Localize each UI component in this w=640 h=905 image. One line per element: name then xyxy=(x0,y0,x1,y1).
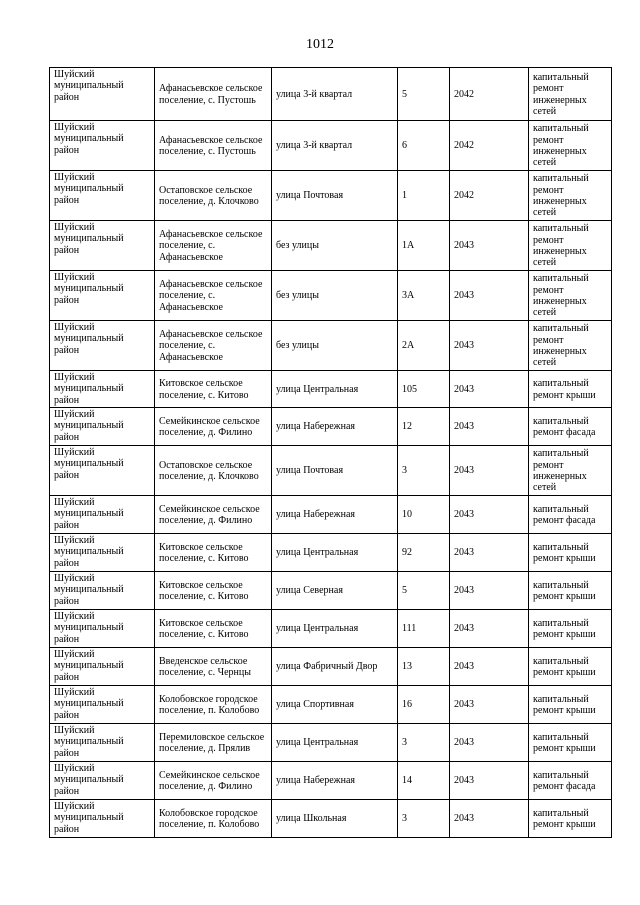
street-cell: без улицы xyxy=(272,321,398,371)
table-row xyxy=(50,648,612,686)
settlement-cell: Семейкинское сельское поселение, д. Филино xyxy=(155,408,272,446)
house-number-cell: 16 xyxy=(398,686,450,724)
street-cell: улица 3-й квартал xyxy=(272,68,398,121)
work-type-cell: капитальный ремонт крыши xyxy=(529,686,612,724)
table-row xyxy=(50,572,612,610)
table-row xyxy=(50,800,612,838)
settlement-cell: Введенское сельское поселение, с. Чернцы xyxy=(155,648,272,686)
street-cell: улица Центральная xyxy=(272,724,398,762)
settlement-cell: Колобовское городское поселение, п. Колобово xyxy=(155,800,272,838)
street-cell: улица Центральная xyxy=(272,610,398,648)
table-row xyxy=(50,610,612,648)
year-cell: 2043 xyxy=(450,762,529,800)
district-cell: Шуйский муниципальный район xyxy=(50,271,155,321)
table-row xyxy=(50,371,612,408)
street-cell: улица Набережная xyxy=(272,496,398,534)
district-cell: Шуйский муниципальный район xyxy=(50,648,155,686)
house-number-cell: 6 xyxy=(398,121,450,171)
street-cell: улица Набережная xyxy=(272,762,398,800)
settlement-cell: Китовское сельское поселение, с. Китово xyxy=(155,572,272,610)
work-type-cell: капитальный ремонт крыши xyxy=(529,724,612,762)
district-cell: Шуйский муниципальный район xyxy=(50,371,155,408)
house-number-cell: 105 xyxy=(398,371,450,408)
work-type-cell: капитальный ремонт крыши xyxy=(529,610,612,648)
work-type-cell: капитальный ремонт фасада xyxy=(529,496,612,534)
settlement-cell: Афанасьевское сельское поселение, с. Афанасьевское xyxy=(155,321,272,371)
house-number-cell: 92 xyxy=(398,534,450,572)
district-cell: Шуйский муниципальный район xyxy=(50,534,155,572)
table-row xyxy=(50,68,612,121)
settlement-cell: Афанасьевское сельское поселение, с. Афанасьевское xyxy=(155,271,272,321)
district-cell: Шуйский муниципальный район xyxy=(50,121,155,171)
street-cell: улица Школьная xyxy=(272,800,398,838)
work-type-cell: капитальный ремонт крыши xyxy=(529,800,612,838)
year-cell: 2043 xyxy=(450,446,529,496)
district-cell: Шуйский муниципальный район xyxy=(50,800,155,838)
settlement-cell: Семейкинское сельское поселение, д. Филино xyxy=(155,762,272,800)
year-cell: 2042 xyxy=(450,171,529,221)
settlement-cell: Афанасьевское сельское поселение, с. Пустошь xyxy=(155,121,272,171)
year-cell: 2043 xyxy=(450,371,529,408)
year-cell: 2043 xyxy=(450,686,529,724)
table-row xyxy=(50,534,612,572)
street-cell: улица Почтовая xyxy=(272,171,398,221)
street-cell: без улицы xyxy=(272,221,398,271)
year-cell: 2043 xyxy=(450,610,529,648)
street-cell: без улицы xyxy=(272,271,398,321)
house-number-cell: 10 xyxy=(398,496,450,534)
table-row xyxy=(50,408,612,446)
settlement-cell: Китовское сельское поселение, с. Китово xyxy=(155,534,272,572)
year-cell: 2043 xyxy=(450,572,529,610)
street-cell: улица 3-й квартал xyxy=(272,121,398,171)
settlement-cell: Перемиловское сельское поселение, д. Прялив xyxy=(155,724,272,762)
settlement-cell: Афанасьевское сельское поселение, с. Афанасьевское xyxy=(155,221,272,271)
page-number: 1012 xyxy=(306,37,334,52)
table-row xyxy=(50,171,612,221)
settlement-cell: Китовское сельское поселение, с. Китово xyxy=(155,371,272,408)
work-type-cell: капитальный ремонт инженерных сетей xyxy=(529,121,612,171)
work-type-cell: капитальный ремонт инженерных сетей xyxy=(529,171,612,221)
work-type-cell: капитальный ремонт инженерных сетей xyxy=(529,271,612,321)
house-number-cell: 5 xyxy=(398,572,450,610)
house-number-cell: 1 xyxy=(398,171,450,221)
district-cell: Шуйский муниципальный район xyxy=(50,610,155,648)
table-row xyxy=(50,271,612,321)
district-cell: Шуйский муниципальный район xyxy=(50,686,155,724)
work-type-cell: капитальный ремонт крыши xyxy=(529,648,612,686)
house-number-cell: 1А xyxy=(398,221,450,271)
work-type-cell: капитальный ремонт инженерных сетей xyxy=(529,446,612,496)
district-cell: Шуйский муниципальный район xyxy=(50,221,155,271)
work-type-cell: капитальный ремонт фасада xyxy=(529,762,612,800)
house-number-cell: 3 xyxy=(398,724,450,762)
settlement-cell: Китовское сельское поселение, с. Китово xyxy=(155,610,272,648)
house-number-cell: 3 xyxy=(398,800,450,838)
year-cell: 2043 xyxy=(450,496,529,534)
table-row xyxy=(50,321,612,371)
year-cell: 2043 xyxy=(450,648,529,686)
district-cell: Шуйский муниципальный район xyxy=(50,762,155,800)
work-type-cell: капитальный ремонт крыши xyxy=(529,572,612,610)
year-cell: 2043 xyxy=(450,800,529,838)
year-cell: 2042 xyxy=(450,68,529,121)
work-type-cell: капитальный ремонт крыши xyxy=(529,534,612,572)
table-row xyxy=(50,221,612,271)
district-cell: Шуйский муниципальный район xyxy=(50,68,155,121)
district-cell: Шуйский муниципальный район xyxy=(50,171,155,221)
table-row xyxy=(50,446,612,496)
street-cell: улица Северная xyxy=(272,572,398,610)
house-number-cell: 3 xyxy=(398,446,450,496)
house-number-cell: 2А xyxy=(398,321,450,371)
district-cell: Шуйский муниципальный район xyxy=(50,572,155,610)
repair-schedule-table xyxy=(49,67,612,838)
year-cell: 2043 xyxy=(450,534,529,572)
district-cell: Шуйский муниципальный район xyxy=(50,321,155,371)
settlement-cell: Остаповское сельское поселение, д. Клочково xyxy=(155,171,272,221)
table-row xyxy=(50,724,612,762)
house-number-cell: 12 xyxy=(398,408,450,446)
year-cell: 2043 xyxy=(450,271,529,321)
settlement-cell: Остаповское сельское поселение, д. Клочково xyxy=(155,446,272,496)
year-cell: 2043 xyxy=(450,724,529,762)
street-cell: улица Набережная xyxy=(272,408,398,446)
work-type-cell: капитальный ремонт инженерных сетей xyxy=(529,68,612,121)
district-cell: Шуйский муниципальный район xyxy=(50,446,155,496)
work-type-cell: капитальный ремонт инженерных сетей xyxy=(529,321,612,371)
table-body xyxy=(50,68,612,838)
street-cell: улица Центральная xyxy=(272,534,398,572)
work-type-cell: капитальный ремонт инженерных сетей xyxy=(529,221,612,271)
house-number-cell: 5 xyxy=(398,68,450,121)
work-type-cell: капитальный ремонт крыши xyxy=(529,371,612,408)
year-cell: 2043 xyxy=(450,321,529,371)
table-row xyxy=(50,121,612,171)
street-cell: улица Почтовая xyxy=(272,446,398,496)
settlement-cell: Афанасьевское сельское поселение, с. Пустошь xyxy=(155,68,272,121)
work-type-cell: капитальный ремонт фасада xyxy=(529,408,612,446)
year-cell: 2043 xyxy=(450,408,529,446)
street-cell: улица Центральная xyxy=(272,371,398,408)
settlement-cell: Семейкинское сельское поселение, д. Филино xyxy=(155,496,272,534)
house-number-cell: 3А xyxy=(398,271,450,321)
house-number-cell: 14 xyxy=(398,762,450,800)
district-cell: Шуйский муниципальный район xyxy=(50,496,155,534)
street-cell: улица Спортивная xyxy=(272,686,398,724)
table-row xyxy=(50,496,612,534)
street-cell: улица Фабричный Двор xyxy=(272,648,398,686)
district-cell: Шуйский муниципальный район xyxy=(50,408,155,446)
house-number-cell: 13 xyxy=(398,648,450,686)
house-number-cell: 111 xyxy=(398,610,450,648)
settlement-cell: Колобовское городское поселение, п. Колобово xyxy=(155,686,272,724)
year-cell: 2043 xyxy=(450,221,529,271)
table-row xyxy=(50,686,612,724)
district-cell: Шуйский муниципальный район xyxy=(50,724,155,762)
table-row xyxy=(50,762,612,800)
year-cell: 2042 xyxy=(450,121,529,171)
